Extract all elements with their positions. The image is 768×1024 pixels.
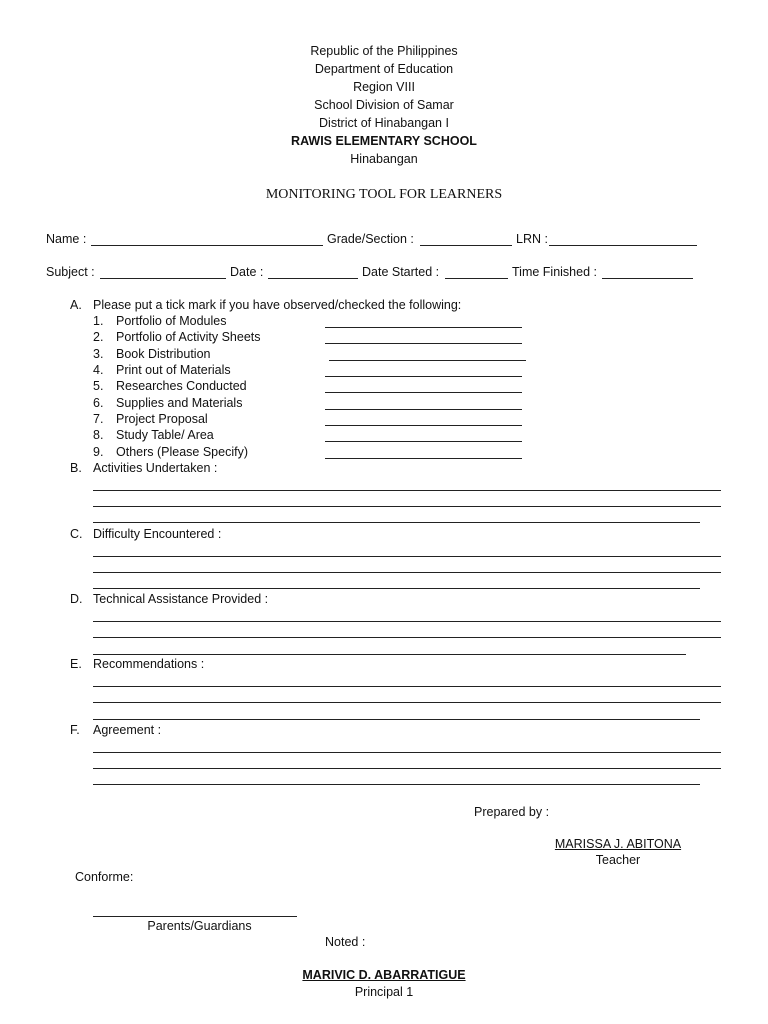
lrn-label: LRN : — [516, 232, 548, 246]
header-region: Region VIII — [353, 80, 415, 94]
teacher-role: Teacher — [595, 853, 641, 867]
section-a-letter: A. — [70, 298, 82, 312]
checklist-item-tick-line[interactable] — [325, 343, 522, 344]
noted-label: Noted : — [325, 935, 366, 949]
checklist-item-number: 1. — [93, 314, 104, 328]
section-b-answer-line[interactable] — [93, 506, 721, 507]
name-label: Name : — [46, 232, 87, 246]
header-republic: Republic of the Philippines — [310, 44, 458, 58]
grade-section-label: Grade/Section : — [327, 232, 414, 246]
section-e-answer-line[interactable] — [93, 686, 721, 687]
checklist-item-number: 7. — [93, 412, 104, 426]
section-d-answer-line[interactable] — [93, 654, 686, 655]
checklist-item-label: Researches Conducted — [116, 379, 247, 393]
section-f-letter: F. — [70, 723, 80, 737]
checklist-item-number: 9. — [93, 445, 104, 459]
checklist-item-number: 5. — [93, 379, 104, 393]
checklist-item-label: Portfolio of Activity Sheets — [116, 330, 261, 344]
section-f-title: Agreement : — [93, 723, 162, 737]
section-e-answer-line[interactable] — [93, 702, 721, 703]
section-f-answer-line[interactable] — [93, 768, 721, 769]
section-d-title: Technical Assistance Provided : — [93, 592, 269, 606]
checklist-item-tick-line[interactable] — [325, 425, 522, 426]
header-department: Department of Education — [314, 62, 454, 76]
time-finished-field-line[interactable] — [602, 278, 693, 279]
checklist-item-label: Supplies and Materials — [116, 396, 243, 410]
checklist-item-number: 4. — [93, 363, 104, 377]
checklist-item-label: Others (Please Specify) — [116, 445, 248, 459]
date-label: Date : — [230, 265, 264, 279]
section-e-answer-line[interactable] — [93, 719, 700, 720]
section-b-answer-line[interactable] — [93, 522, 700, 523]
name-field-line[interactable] — [91, 245, 323, 246]
parents-signature-line[interactable] — [93, 916, 297, 917]
section-c-answer-line[interactable] — [93, 588, 700, 589]
section-d-letter: D. — [70, 592, 83, 606]
section-c-letter: C. — [70, 527, 83, 541]
principal-role: Principal 1 — [354, 985, 414, 999]
checklist-item-label: Book Distribution — [116, 347, 211, 361]
checklist-item-tick-line[interactable] — [325, 392, 522, 393]
section-b-title: Activities Undertaken : — [93, 461, 218, 475]
checklist-item-tick-line[interactable] — [325, 327, 522, 328]
header-district: District of Hinabangan I — [319, 116, 449, 130]
section-f-answer-line[interactable] — [93, 784, 700, 785]
date-field-line[interactable] — [268, 278, 358, 279]
checklist-item-tick-line[interactable] — [325, 458, 522, 459]
checklist-item-label: Study Table/ Area — [116, 428, 214, 442]
checklist-item-number: 3. — [93, 347, 104, 361]
checklist-item-number: 8. — [93, 428, 104, 442]
header-school: RAWIS ELEMENTARY SCHOOL — [291, 134, 477, 148]
section-c-answer-line[interactable] — [93, 572, 721, 573]
checklist-item-label: Project Proposal — [116, 412, 208, 426]
date-started-field-line[interactable] — [445, 278, 508, 279]
section-e-title: Recommendations : — [93, 657, 205, 671]
subject-field-line[interactable] — [100, 278, 226, 279]
section-e-letter: E. — [70, 657, 82, 671]
section-d-answer-line[interactable] — [93, 621, 721, 622]
prepared-by-label: Prepared by : — [474, 805, 550, 819]
parents-guardians-label: Parents/Guardians — [147, 919, 252, 933]
checklist-item-number: 2. — [93, 330, 104, 344]
subject-label: Subject : — [46, 265, 95, 279]
lrn-field-line[interactable] — [549, 245, 697, 246]
section-a-instruction: Please put a tick mark if you have observed/checked the following: — [93, 298, 462, 312]
checklist-item-tick-line[interactable] — [329, 360, 526, 361]
checklist-item-label: Portfolio of Modules — [116, 314, 227, 328]
header-division: School Division of Samar — [314, 98, 454, 112]
checklist-item-tick-line[interactable] — [325, 409, 522, 410]
section-f-answer-line[interactable] — [93, 752, 721, 753]
grade-section-field-line[interactable] — [420, 245, 512, 246]
section-c-answer-line[interactable] — [93, 556, 721, 557]
date-started-label: Date Started : — [362, 265, 440, 279]
section-d-answer-line[interactable] — [93, 637, 721, 638]
section-b-answer-line[interactable] — [93, 490, 721, 491]
checklist-item-tick-line[interactable] — [325, 376, 522, 377]
principal-name: MARIVIC D. ABARRATIGUE — [302, 968, 466, 982]
conforme-label: Conforme: — [75, 870, 134, 884]
time-finished-label: Time Finished : — [512, 265, 597, 279]
checklist-item-number: 6. — [93, 396, 104, 410]
section-b-letter: B. — [70, 461, 82, 475]
header-town: Hinabangan — [350, 152, 418, 166]
document-title: MONITORING TOOL FOR LEARNERS — [265, 187, 503, 202]
teacher-name: MARISSA J. ABITONA — [554, 837, 682, 851]
checklist-item-label: Print out of Materials — [116, 363, 231, 377]
checklist-item-tick-line[interactable] — [325, 441, 522, 442]
section-c-title: Difficulty Encountered : — [93, 527, 222, 541]
